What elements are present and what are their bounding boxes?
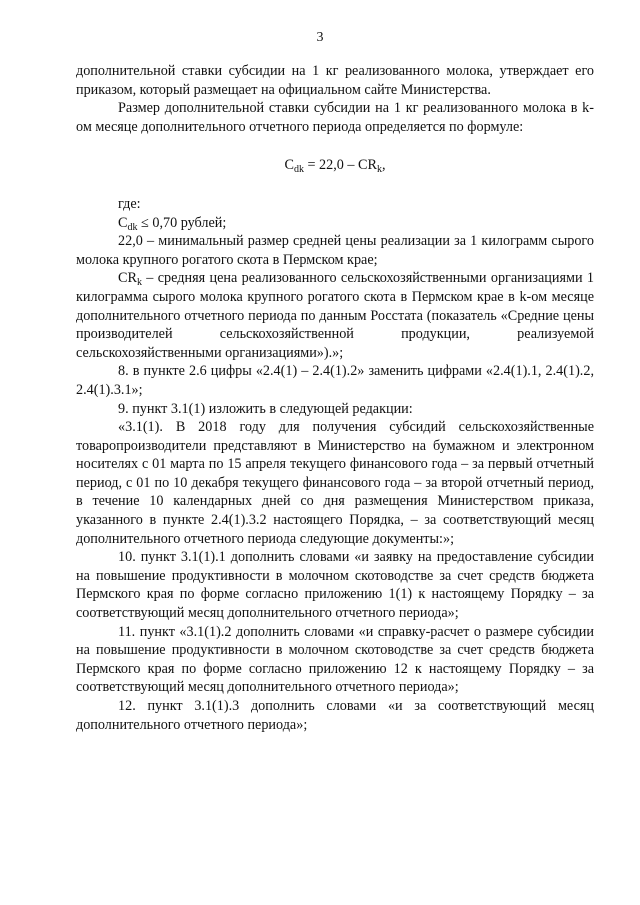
paragraph-continuation: дополнительной ставки субсидии на 1 кг реализованного молока, утверждает его приказом, который размещает на официальном сайте Министерства. (76, 63, 594, 98)
cr-symbol: CR (118, 270, 137, 287)
paragraph-rate-size: Размер дополнительной ставки субсидии на 1 кг реализованного молока в k-ом месяце дополнительного отчетного периода определяется по формуле: (76, 100, 594, 135)
paragraph-where: где: (118, 195, 141, 212)
paragraph-item-10: 10. пункт 3.1(1).1 дополнить словами «и заявку на предоставление субсидии на повышение продуктивности в молочном скотоводстве за счет средств бюджета Пермского края по форме согласно приложению 1(1) к настоящему Порядку – за соответствующий месяц дополнительного отчетного периода»; (76, 549, 594, 622)
formula-end: , (381, 157, 386, 174)
paragraph-min-price: 22,0 – минимальный размер средней цены реализации за 1 килограмм сырого молока крупного рогатого скота в Пермском крае; (76, 233, 594, 268)
paragraph-item-11: 11. пункт «3.1(1).2 дополнить словами «и справку-расчет о размере субсидии на повышение продуктивности в молочном скотоводстве за счет средств бюджета Пермского края по форме согласно приложению 12 к настоящему Порядку – за соответствующий месяц дополнительного отчетного периода»; (76, 623, 594, 696)
condition-symbol: C (118, 214, 128, 231)
paragraph-item-12: 12. пункт 3.1(1).3 дополнить словами «и за соответствующий месяц дополнительного отчетного периода»; (76, 698, 594, 733)
page-number: 3 (316, 30, 324, 45)
condition-text: ≤ 0,70 рублей; (137, 214, 227, 231)
cr-text: – средняя цена реализованного сельскохозяйственными организациями 1 килограмма сырого молока крупного рогатого скота в Пермском крае в k-ом месяце дополнительного отчетного периода по данным Росстата (показатель «Средние цены производителей сельскохозяйственной продукции, реализуемой сельскохозяйственными организациями»).»; (76, 270, 594, 361)
formula-mid: = 22,0 – CR (303, 157, 377, 174)
paragraph-item-9-text: «3.1(1). В 2018 году для получения субсидий сельскохозяйственные товаропроизводители представляют в Министерство на бумажном и электронном носителях с 01 марта по 15 апреля текущего финансового года – за первый отчетный период, с 01 по 10 декабря текущего финансового года – за второй отчетный период, в течение 10 календарных дней со дня размещения Министерством приказа, указанного в пункте 2.4(1).3.2 настоящего Порядка, – за соответствующий месяц дополнительного отчетного периода следующие документы:»; (76, 419, 594, 547)
condition-subscript: dk (127, 221, 138, 233)
paragraph-item-9: 9. пункт 3.1(1) изложить в следующей редакции: (118, 400, 413, 417)
formula-lhs-subscript: dk (293, 164, 304, 176)
document-body (76, 62, 594, 734)
formula-lhs: C (284, 157, 294, 174)
formula-rhs-subscript: k (376, 164, 382, 176)
paragraph-item-8: 8. в пункте 2.6 цифры «2.4(1) – 2.4(1).2» заменить цифрами «2.4(1).1, 2.4(1).2, 2.4(1).3.1»; (76, 363, 594, 398)
paragraph-condition (76, 214, 594, 233)
formula (76, 156, 594, 175)
cr-subscript: k (136, 277, 142, 289)
paragraph-average-price (76, 269, 594, 362)
